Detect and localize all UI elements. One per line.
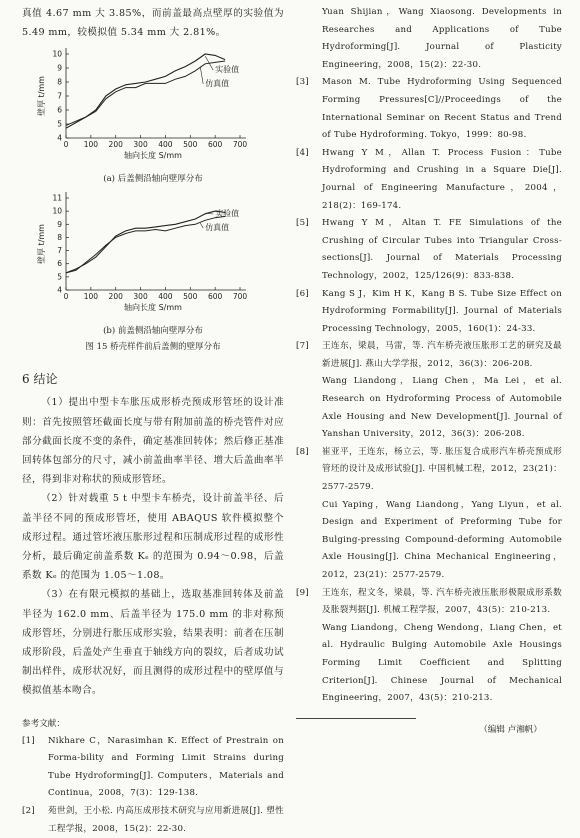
reference-item: [3] Mason M. Tube Hydroforming Using Sequenced Forming Pressures[C]//Proceedings of the International Seminar on Recent Status and Trend of Tube Hydroforming. Tokyo，1999：80-98. <box>296 77 562 141</box>
x-tick-label: 100 <box>83 292 99 302</box>
x-tick-label: 700 <box>232 140 248 150</box>
editor-note: （编辑 卢湘帆） <box>479 724 542 735</box>
references-left <box>22 733 284 838</box>
y-tick-label: 9 <box>57 220 62 230</box>
x-tick-label: 0 <box>63 140 69 150</box>
y-tick-label: 7 <box>57 246 62 256</box>
conclusion-3: （3）在有限元模拟的基础上，选取基准回转体及前盖半径为 162.0 mm、后盖半径为 175.0 mm 的非对称预成形管坯，分别进行胀压成形实验，结果表明：前者在压制成形阶段，后盖处产生垂直于轴线方向的裂纹，后者成功试制出样件，成形状况好，而且测得的成形过程中的壁厚值与模拟值基本吻合。 <box>22 589 284 697</box>
x-tick-label: 200 <box>108 140 123 150</box>
y-tick-label: 10 <box>52 207 62 217</box>
chart-front-cover <box>22 188 284 318</box>
x-tick-label: 0 <box>63 292 69 302</box>
y-tick-label: 5 <box>57 272 62 282</box>
conclusion-1: （1）提出中型卡车胀压成形桥壳预成形管坯的设计准则：首先按照管坯截面长度与带有附加前盖的桥壳管件对应部分截面长度不变的条件，确定基准回转体；然后修正基准回转体包部分的尺寸，减小前盖曲率半径、增大后盖曲率半径，得到非对称状的预成形管坯。 <box>22 397 284 486</box>
x-tick-label: 300 <box>133 140 148 150</box>
x-axis-label: 轴向长度 S/mm <box>124 151 182 161</box>
reference-item: [4] Hwang Y M，Allan T. Process Fusion：Tube Hydroforming and Crushing in a Square Die[J]. Journal of Engineering Manufacture，2004，218(2)：169-174. <box>296 147 562 211</box>
figure-caption: 图 15 桥壳样件前后盖侧的壁厚分布 <box>85 342 221 353</box>
x-tick-label: 300 <box>133 292 148 302</box>
y-tick-label: 8 <box>57 233 62 243</box>
reference-item: Cui Yaping，Wang Liandong，Yang Liyun，et al. Design and Experiment of Preforming Tube for Bulging-pressing Compound-deforming Automobile Axle Housing[J]. China Mechanical Engineering，2012，23(21)：2577-2579. <box>322 499 562 580</box>
reference-item: [9] 王连东，程文冬，梁晨，等. 汽车桥壳液压胀形极限成形系数及胀裂判据[J]. 机械工程学报，2007，43(5)：210-213. <box>296 587 562 616</box>
y-tick-label: 4 <box>57 133 62 143</box>
x-tick-label: 100 <box>83 140 99 150</box>
y-tick-label: 5 <box>57 119 62 129</box>
series-line-simulation <box>66 61 225 125</box>
references-heading: 参考文献： <box>22 718 65 729</box>
x-tick-label: 400 <box>158 292 173 302</box>
chart-rear-cover <box>22 46 284 166</box>
reference-item: [1] Nikhare C，Narasimhan K. Effect of Prestrain on Forma-bility and Forming Limit Strains during Tube Hydroforming[J]. Computers，Materials and Continua，2008，7(3)：129-138. <box>22 735 284 799</box>
series-label-experiment: 实验值 <box>215 209 240 219</box>
x-tick-label: 600 <box>207 292 223 302</box>
y-axis-label: 壁厚 t/mm <box>37 224 46 265</box>
reference-item: Yuan Shijian，Wang Xiaosong. Developments in Researches and Applications of Tube Hydroforming[J]. Journal of Plasticity Engineering，2008，15(2)：22-30. <box>322 7 562 70</box>
x-tick-label: 600 <box>207 140 223 150</box>
series-line-experiment <box>66 54 225 128</box>
y-tick-label: 7 <box>57 91 62 101</box>
x-tick-label: 700 <box>232 292 248 302</box>
series-line-experiment <box>66 212 225 274</box>
x-axis-label: 轴向长度 S/mm <box>124 303 182 313</box>
y-tick-label: 6 <box>57 105 62 115</box>
reference-item: [8] 崔亚平，王连东，杨立云，等. 胀压复合成形汽车桥壳预成形管坯的设计及成形试验[J]. 中国机械工程，2012，23(21)：2577-2579. <box>296 446 562 493</box>
reference-item: Wang Liandong，Liang Chen，Ma Lei，et al. Research on Hydroforming Process of Automobile Axle Housing and New Development[J]. Journal of Yanshan University，2012，36(3)：206-208. <box>322 376 562 440</box>
subcaption-b: (b) 前盖侧沿轴向壁厚分布 <box>103 326 203 337</box>
reference-item: [6] Kang S J，Kim H K，Kang B S. Tube Size Effect on Hydroforming Formability[J]. Journal of Materials Processing Technology，2005，160(1)：24-33. <box>296 288 562 334</box>
leader-line <box>200 67 203 84</box>
x-tick-label: 500 <box>183 292 198 302</box>
end-rule <box>296 718 416 719</box>
section-heading: 6 结论 <box>22 372 58 387</box>
intro-paragraph: 真值 4.67 mm 大 3.85%，而前盖最高点壁厚的实验值为 5.49 mm，较模拟值 5.34 mm 大 2.81%。 <box>22 8 284 39</box>
reference-item: Wang Liandong，Cheng Wendong，Liang Chen，et al. Hydraulic Bulging Automobile Axle Housings Forming Limit Coefficient and Splitting Criterion[J]. Chinese Journal of Mechanical Engineering，2007，43(5)：210-213. <box>322 622 562 704</box>
left-column <box>22 0 284 838</box>
right-column <box>296 0 562 735</box>
conclusions <box>22 393 284 700</box>
references-right <box>296 4 562 708</box>
series-label-simulation: 仿真值 <box>205 223 230 233</box>
y-tick-label: 10 <box>52 49 62 59</box>
reference-item: [7] 王连东，梁晨，马雷，等. 汽车桥壳液压胀形工艺的研究及最新进展[J]. 燕山大学学报，2012，36(3)：206-208. <box>296 341 562 369</box>
conclusion-2: （2）针对载重 5 t 中型卡车桥壳，设计前盖半径、后盖半径不同的预成形管坯，使用 ABAQUS 软件模拟整个成形过程。通过管坯液压胀形过程和压制成形过程的成形性分析，最后确定前盖系数 Kₑ 的范围为 0.94～0.98，后盖系数 Kₑ 的范围为 1.05～1.08。 <box>22 493 284 582</box>
leader-line <box>200 223 203 228</box>
subcaption-a: (a) 后盖侧沿轴向壁厚分布 <box>103 174 203 185</box>
y-tick-label: 9 <box>57 63 62 73</box>
x-tick-label: 200 <box>108 292 123 302</box>
reference-item: [5] Hwang Y M，Altan T. FE Simulations of the Crushing of Circular Tubes into Triangular Cross-sections[J]. Journal of Materials Processing Technology，2002，125/126(9)：833-838. <box>296 218 562 281</box>
y-axis-label: 壁厚 t/mm <box>37 76 46 117</box>
y-tick-label: 4 <box>57 285 62 295</box>
y-tick-label: 6 <box>57 259 62 269</box>
x-tick-label: 500 <box>183 140 198 150</box>
y-tick-label: 11 <box>52 193 62 203</box>
series-label-simulation: 仿真值 <box>205 79 230 89</box>
y-tick-label: 8 <box>57 77 62 87</box>
x-tick-label: 400 <box>158 140 173 150</box>
reference-item: [2] 苑世剑，王小松. 内高压成形技术研究与应用新进展[J]. 塑性工程学报，2008，15(2)：22-30. <box>22 806 284 834</box>
series-label-experiment: 实验值 <box>215 65 240 75</box>
